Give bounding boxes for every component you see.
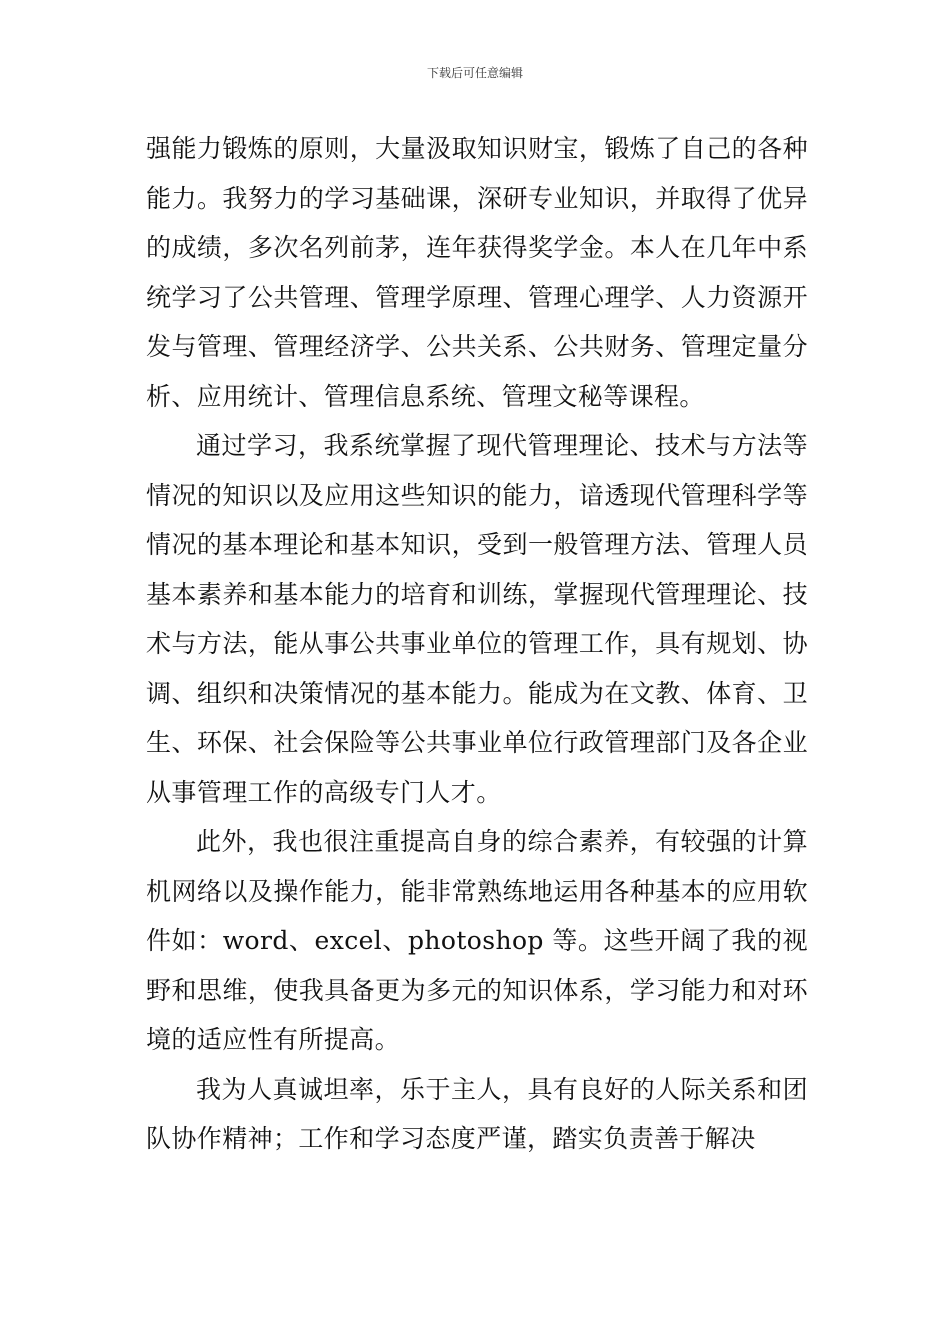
page-header: 下载后可任意编辑 (426, 66, 523, 80)
paragraph-4: 我为人真诚坦率，乐于主人，具有良好的人际关系和团队协作精神；工作和学习态度严谨，踏实负责善于解决 (146, 1074, 808, 1153)
paragraph-1: 强能力锻炼的原则，大量汲取知识财宝，锻炼了自己的各种能力。我努力的学习基础课，深研专业知识，并取得了优异的成绩，多次名列前茅，连年获得奖学金。本人在几年中系统学习了公共管理、管理学原理、管理心理学、人力资源开发与管理、管理经济学、公共关系、公共财务、管理定量分析、应用统计、管理信息系统、管理文秘等课程。 (146, 134, 808, 411)
paragraph-2: 通过学习，我系统掌握了现代管理理论、技术与方法等情况的知识以及应用这些知识的能力，谙透现代管理科学等情况的基本理论和基本知识，受到一般管理方法、管理人员基本素养和基本能力的培育和训练，掌握现代管理理论、技术与方法，能从事公共事业单位的管理工作，具有规划、协调、组织和决策情况的基本能力。能成为在文教、体育、卫生、环保、社会保险等公共事业单位行政管理部门及各企业从事管理工作的高级专门人才。 (146, 431, 808, 807)
paragraph-3: 此外，我也很注重提高自身的综合素养，有较强的计算机网络以及操作能力，能非常熟练地运用各种基本的应用软件如：word、excel、photoshop 等。这些开阔了我的视野和思维，使我具备更为多元的知识体系，学习能力和对环境的适应性有所提高。 (146, 827, 808, 1054)
document-body (146, 124, 808, 1164)
